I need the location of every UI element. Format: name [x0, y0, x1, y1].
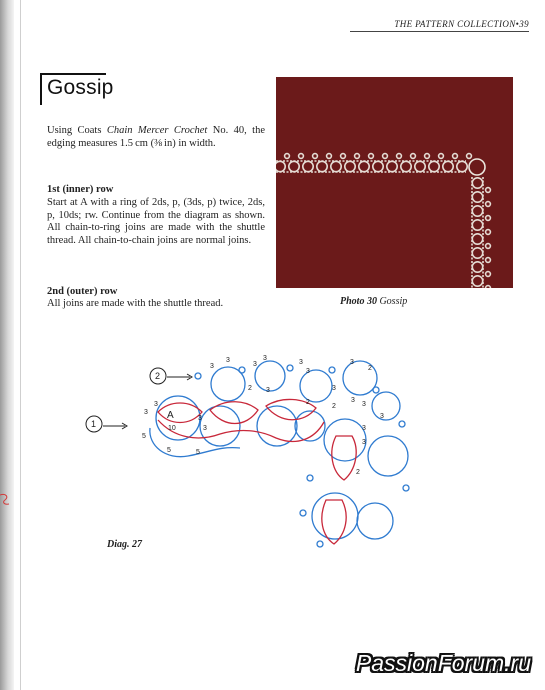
stitch-count: 2 [368, 365, 372, 372]
picot [287, 365, 293, 371]
lace-ring [331, 161, 341, 171]
lace-picot [369, 154, 374, 159]
stitch-count: 5 [196, 449, 200, 456]
intro-text-end: No. 40, the edging measures 1.5 cm (⅜ in) in width. [47, 125, 265, 149]
lace-ring [472, 220, 482, 230]
page-binding-shadow [0, 0, 14, 690]
lace-ring [472, 276, 482, 286]
lace-picot [383, 154, 388, 159]
stitch-count: 5 [142, 433, 146, 440]
lace-picot [486, 258, 491, 263]
running-header: THE PATTERN COLLECTION•39 [394, 19, 529, 29]
lace-ring [359, 161, 369, 171]
stitch-count: 3 [203, 425, 207, 432]
lace-picot [327, 154, 332, 159]
outer-ring [300, 370, 332, 402]
lace-photo [276, 77, 513, 288]
picot [195, 373, 201, 379]
stitch-count: 3 [351, 397, 355, 404]
edge-thread-mark [0, 492, 10, 506]
lace-ring [457, 161, 467, 171]
stitch-count: 3 [253, 361, 257, 368]
picot [307, 475, 313, 481]
photo-caption [340, 296, 407, 307]
row1-instructions: Start at A with a ring of 2ds, p, (3ds, p) twice, 2ds, p, 10ds; rw. Continue from the diagram as shown. All chain-to-ring joins are made with the shuttle thread. All chain-to-chain joins are normal joins. [47, 197, 265, 246]
stitch-count: 3 [226, 357, 230, 364]
stitch-count: 5 [167, 447, 171, 454]
stitch-count: 3 [198, 415, 202, 422]
picot [403, 485, 409, 491]
header-rule [350, 31, 529, 32]
outer-ring [368, 436, 408, 476]
lace-ring [289, 161, 299, 171]
watermark: PassionForum.ru [355, 650, 531, 676]
lace-ring [472, 248, 482, 258]
stitch-count: 2 [356, 469, 360, 476]
stitch-count: 2 [306, 399, 310, 406]
outer-row-path [150, 361, 409, 547]
lace-ring [317, 161, 327, 171]
tatting-diagram [70, 348, 410, 558]
photo-title: Gossip [376, 296, 408, 307]
outer-ring [372, 392, 400, 420]
lace-ring [401, 161, 411, 171]
picot [239, 367, 245, 373]
stitch-count: 3 [210, 363, 214, 370]
lace-ring [345, 161, 355, 171]
row2-heading: 2nd (outer) row [47, 286, 118, 297]
intro-paragraph [47, 125, 265, 150]
lace-picot [313, 154, 318, 159]
stitch-count: 3 [380, 413, 384, 420]
row1-heading: 1st (inner) row [47, 184, 114, 195]
diagram-label: Diag. 27 [107, 539, 142, 550]
lace-picot [397, 154, 402, 159]
lace-picot [486, 202, 491, 207]
lace-picot [411, 154, 416, 159]
photo-number: Photo 30 [340, 296, 377, 307]
lace-ring [276, 161, 285, 171]
lace-ring [429, 161, 439, 171]
binding-line [20, 0, 21, 690]
lace-ring [443, 161, 453, 171]
stitch-count: 3 [266, 387, 270, 394]
ring-a-count: 10 [168, 425, 176, 432]
lace-ring [472, 262, 482, 272]
stitch-count: 2 [332, 403, 336, 410]
picot [317, 541, 323, 547]
outer-ring [357, 503, 393, 539]
lace-picot [285, 154, 290, 159]
stitch-count: 2 [248, 385, 252, 392]
outer-ring [257, 406, 297, 446]
lace-picot [486, 188, 491, 193]
outer-ring [255, 361, 285, 391]
lace-ring [415, 161, 425, 171]
picot [373, 387, 379, 393]
stitch-count: 3 [362, 401, 366, 408]
lace-picot [299, 154, 304, 159]
lace-ring [303, 161, 313, 171]
lace-edging-illustration [276, 77, 513, 288]
stitch-count: 3 [362, 425, 366, 432]
stitch-count: 3 [299, 359, 303, 366]
lace-ring [472, 178, 482, 188]
stitch-count: 3 [306, 368, 310, 375]
row-1-marker-label: 1 [91, 419, 97, 429]
stitch-count: 3 [350, 359, 354, 366]
lace-ring [472, 234, 482, 244]
row2-instructions: All joins are made with the shuttle thread. [47, 298, 224, 309]
stitch-count: 3 [154, 401, 158, 408]
lace-ring [373, 161, 383, 171]
lace-picot [355, 154, 360, 159]
row-2-marker-label: 2 [155, 371, 161, 381]
outer-ring [324, 419, 366, 461]
lace-ring [472, 206, 482, 216]
stitch-count: 3 [362, 439, 366, 446]
lace-picot [486, 286, 491, 288]
lace-picot [467, 154, 472, 159]
lace-picot [486, 230, 491, 235]
inner-ring [158, 403, 202, 423]
pattern-title: Gossip [47, 76, 114, 99]
lace-picot [425, 154, 430, 159]
lace-picot [439, 154, 444, 159]
intro-text-start: Using Coats [47, 125, 107, 136]
thread-name: Chain Mercer Crochet [106, 125, 208, 136]
lace-picot [486, 216, 491, 221]
picot [399, 421, 405, 427]
picot [300, 510, 306, 516]
stitch-count: 3 [263, 355, 267, 362]
lace-ring [387, 161, 397, 171]
lace-picot [341, 154, 346, 159]
lace-picot [453, 154, 458, 159]
lace-picot [486, 272, 491, 277]
stitch-count: 3 [332, 385, 336, 392]
diagram-canvas [70, 348, 410, 558]
lace-ring [472, 192, 482, 202]
lace-picot [486, 244, 491, 249]
ring-a-label: A [167, 410, 174, 421]
picot [329, 367, 335, 373]
stitch-count: 3 [144, 409, 148, 416]
